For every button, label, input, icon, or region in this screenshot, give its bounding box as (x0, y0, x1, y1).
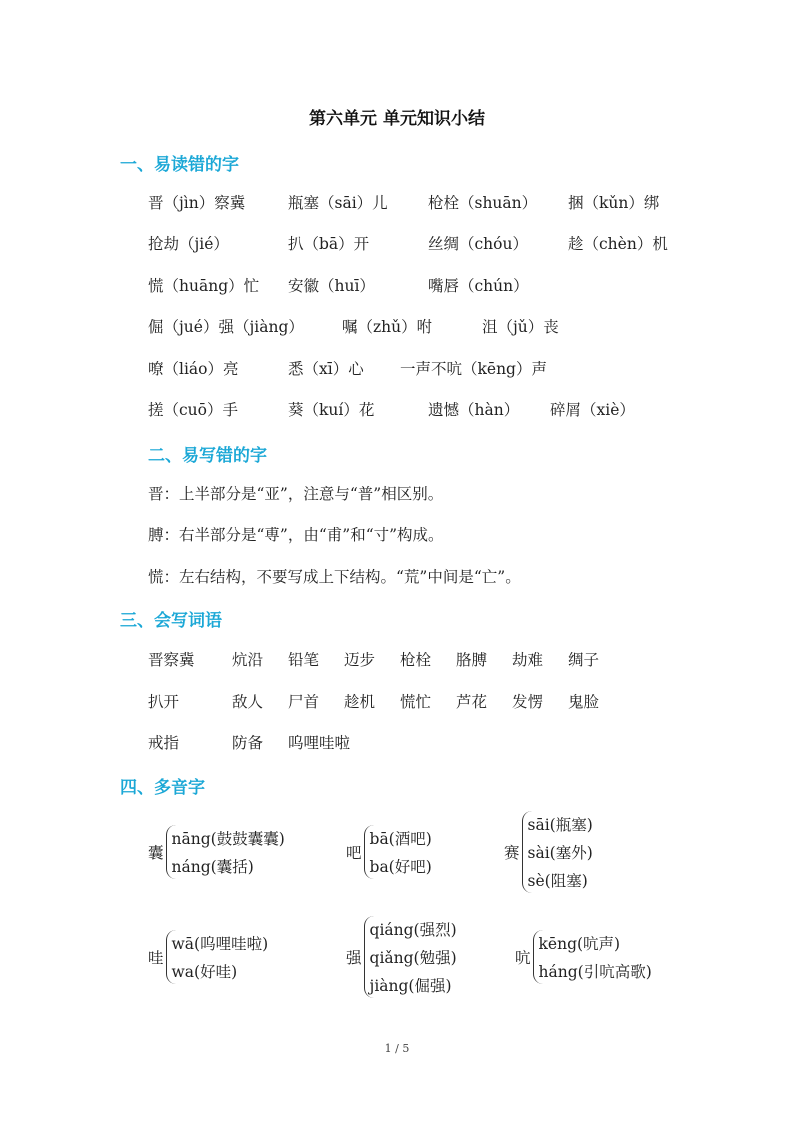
reading-brace (522, 811, 593, 893)
word: 敌人 (232, 693, 264, 711)
word: 戒指 (148, 734, 180, 752)
note-line: 晋：上半部分是“亚”，注意与“普”相区别。 (148, 485, 444, 503)
reading-brace (364, 916, 457, 998)
reading: wa(好哇) (171, 963, 238, 981)
word: 发愣 (512, 693, 544, 711)
reading: sài(塞外) (527, 844, 593, 862)
word: 嘹（liáo）亮 (148, 360, 239, 378)
polyphone-keng (515, 930, 652, 984)
word: 搓（cuō）手 (148, 401, 238, 419)
word: 炕沿 (232, 651, 264, 669)
reading: sè(阻塞) (527, 872, 588, 890)
reading-brace (166, 825, 285, 879)
section-heading-4: 四、多音字 (120, 778, 205, 798)
polyphone-char: 囊 (148, 844, 164, 862)
polyphone-ba (346, 825, 432, 879)
reading-brace (533, 930, 652, 984)
word: 趁机 (344, 693, 376, 711)
reading: náng(囊括) (171, 858, 254, 876)
note-line: 慌：左右结构，不要写成上下结构。“荒”中间是“亡”。 (148, 568, 521, 586)
word: 遗憾（hàn） (428, 401, 520, 419)
note-line: 膊：右半部分是“尃”，由“甫”和“寸”构成。 (148, 526, 444, 544)
word: 芦花 (456, 693, 488, 711)
polyphone-nang (148, 825, 285, 879)
word: 安徽（huī） (288, 277, 375, 295)
polyphone-wa (148, 930, 268, 984)
reading: sāi(瓶塞) (527, 816, 593, 834)
reading-brace (166, 930, 269, 984)
page-number: 1 / 5 (384, 1042, 410, 1055)
word: 慌忙 (400, 693, 432, 711)
word: 枪栓 (400, 651, 432, 669)
word: 铅笔 (288, 651, 320, 669)
word: 沮（jǔ）丧 (482, 318, 559, 336)
word: 嘱（zhǔ）咐 (342, 318, 433, 336)
word: 悉（xī）心 (288, 360, 364, 378)
word: 枪栓（shuān） (428, 194, 538, 212)
word: 鬼脸 (568, 693, 600, 711)
reading: háng(引吭高歌) (538, 963, 652, 981)
word: 一声不吭（kēng）声 (400, 360, 547, 378)
reading: jiàng(倔强) (369, 977, 452, 995)
polyphone-char: 赛 (504, 844, 520, 862)
section-heading-3: 三、会写词语 (120, 611, 222, 631)
word: 晋察冀 (148, 651, 195, 669)
word: 迈步 (344, 651, 376, 669)
word: 倔（jué）强（jiàng） (148, 318, 304, 336)
word: 尸首 (288, 693, 320, 711)
reading-brace (364, 825, 432, 879)
word: 碎屑（xiè） (550, 401, 635, 419)
word: 扒（bā）开 (288, 235, 370, 253)
polyphone-char: 哇 (148, 949, 164, 967)
polyphone-char: 强 (346, 949, 362, 967)
word: 劫难 (512, 651, 544, 669)
word: 扒开 (148, 693, 180, 711)
word: 趁（chèn）机 (568, 235, 668, 253)
word: 胳膊 (456, 651, 488, 669)
reading: qiǎng(勉强) (369, 949, 457, 967)
polyphone-char: 吧 (346, 844, 362, 862)
word: 绸子 (568, 651, 600, 669)
page-title: 第六单元 单元知识小结 (309, 109, 485, 129)
reading: bā(酒吧) (369, 830, 432, 848)
word: 晋（jìn）察冀 (148, 194, 246, 212)
word: 抢劫（jié） (148, 235, 229, 253)
reading: ba(好吧) (369, 858, 432, 876)
reading: nāng(鼓鼓囊囊) (171, 830, 285, 848)
reading: qiáng(强烈) (369, 921, 457, 939)
polyphone-sai (504, 811, 593, 893)
word: 瓶塞（sāi）儿 (288, 194, 388, 212)
polyphone-char: 吭 (515, 949, 531, 967)
section-heading-2: 二、易写错的字 (148, 446, 267, 466)
reading: wā(呜哩哇啦) (171, 935, 269, 953)
word: 葵（kuí）花 (288, 401, 375, 419)
polyphone-qiang (346, 916, 457, 998)
word: 丝绸（chóu） (428, 235, 528, 253)
reading: kēng(吭声) (538, 935, 621, 953)
word: 捆（kǔn）绑 (568, 194, 660, 212)
word: 嘴唇（chún） (428, 277, 529, 295)
section-heading-1: 一、易读错的字 (120, 155, 239, 175)
word: 慌（huāng）忙 (148, 277, 260, 295)
word: 呜哩哇啦 (288, 734, 351, 752)
word: 防备 (232, 734, 264, 752)
